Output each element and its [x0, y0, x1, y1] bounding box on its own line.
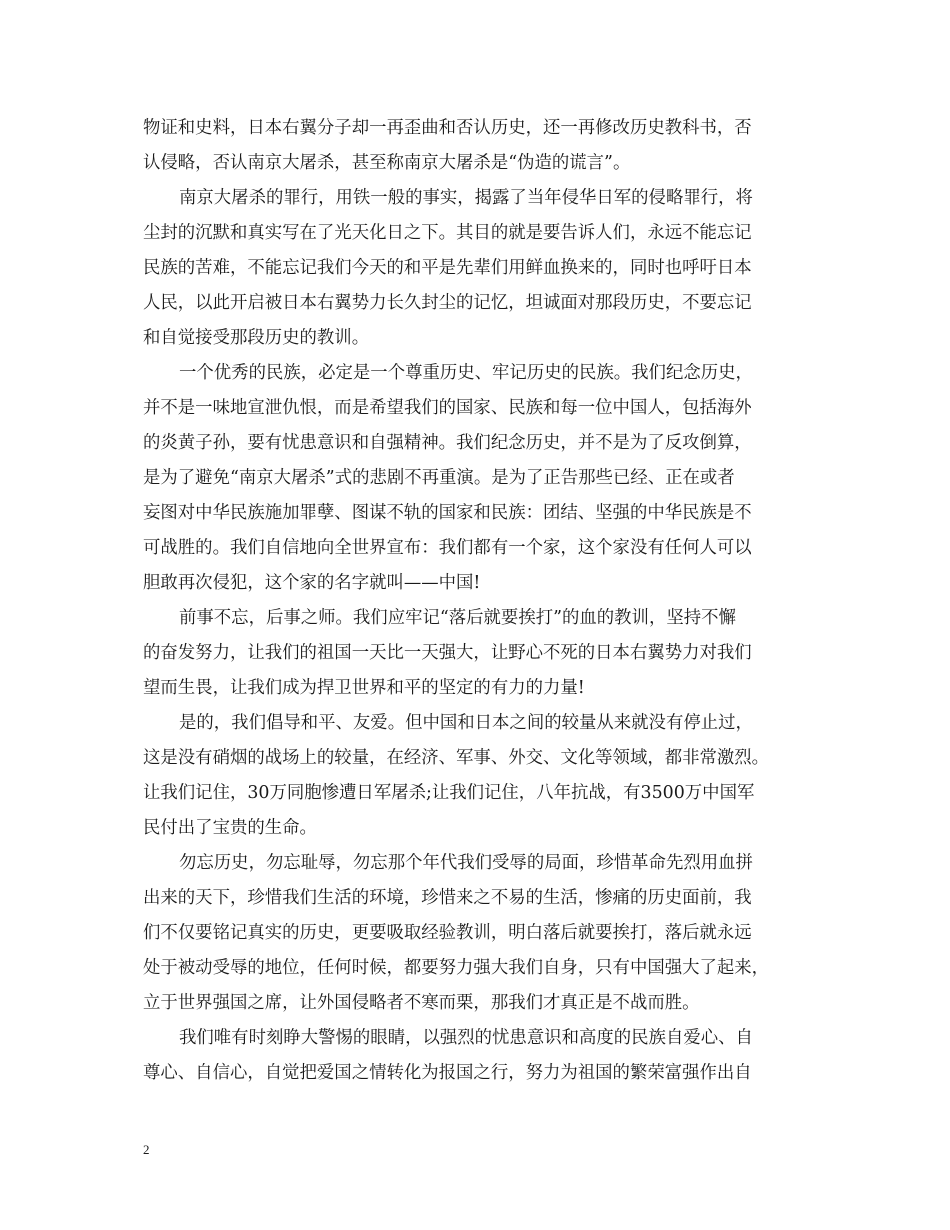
paragraph-start-line: 勿忘历史，勿忘耻辱，勿忘那个年代我们受辱的局面，珍惜革命先烈用血拼 — [179, 853, 753, 873]
text-line: 这是没有硝烟的战场上的较量，在经济、军事、外交、文化等领域，都非常激烈。 — [143, 748, 770, 768]
text-line: 胆敢再次侵犯，这个家的名字就叫——中国! — [143, 573, 481, 593]
text-line: 是为了避免“南京大屠杀”式的悲剧不再重演。是为了正告那些已经、正在或者 — [143, 468, 735, 488]
text-line: 可战胜的。我们自信地向全世界宣布：我们都有一个家，这个家没有任何人可以 — [143, 538, 752, 558]
paragraph-start-line: 我们唯有时刻睁大警惕的眼睛，以强烈的忧患意识和高度的民族自爱心、自 — [179, 1028, 753, 1048]
text-line: 人民，以此开启被日本右翼势力长久封尘的记忆，坦诚面对那段历史，不要忘记 — [143, 293, 752, 313]
page-number: 2 — [143, 1142, 150, 1157]
paragraph-start-line: 一个优秀的民族，必定是一个尊重历史、牢记历史的民族。我们纪念历史， — [179, 363, 753, 383]
text-line: 的奋发努力，让我们的祖国一天比一天强大，让野心不死的日本右翼势力对我们 — [143, 643, 752, 663]
text-line: 出来的天下，珍惜我们生活的环境，珍惜来之不易的生活，惨痛的历史面前，我 — [143, 888, 752, 908]
text-line: 让我们记住，30万同胞惨遭日军屠杀;让我们记住，八年抗战，有3500万中国军 — [143, 783, 755, 803]
text-line: 的炎黄子孙，要有忧患意识和自强精神。我们纪念历史，并不是为了反攻倒算， — [143, 433, 752, 453]
paragraph-start-line: 南京大屠杀的罪行，用铁一般的事实，揭露了当年侵华日军的侵略罪行，将 — [179, 188, 753, 208]
text-line: 尊心、自信心，自觉把爱国之情转化为报国之行，努力为祖国的繁荣富强作出自 — [143, 1063, 752, 1083]
text-line: 望而生畏，让我们成为捍卫世界和平的坚定的有力的力量! — [143, 678, 585, 698]
paragraph-start-line: 是的，我们倡导和平、友爱。但中国和日本之间的较量从来就没有停止过， — [179, 713, 753, 733]
text-line: 民付出了宝贵的生命。 — [143, 818, 317, 838]
text-line: 和自觉接受那段历史的教训。 — [143, 328, 370, 348]
text-line: 并不是一味地宣泄仇恨，而是希望我们的国家、民族和每一位中国人，包括海外 — [143, 398, 752, 418]
text-line: 民族的苦难，不能忘记我们今天的和平是先辈们用鲜血换来的，同时也呼吁日本 — [143, 258, 752, 278]
text-line: 立于世界强国之席，让外国侵略者不寒而栗，那我们才真正是不战而胜。 — [143, 993, 700, 1013]
text-line: 物证和史料，日本右翼分子却一再歪曲和否认历史，还一再修改历史教科书，否 — [143, 118, 752, 138]
text-line: 认侵略，否认南京大屠杀，甚至称南京大屠杀是“伪造的谎言”。 — [143, 153, 631, 173]
paragraph-start-line: 前事不忘，后事之师。我们应牢记“落后就要挨打”的血的教训，坚持不懈 — [179, 608, 736, 628]
text-line: 处于被动受辱的地位，任何时候，都要努力强大我们自身，只有中国强大了起来， — [143, 958, 770, 978]
text-line: 妄图对中华民族施加罪孽、图谋不轨的国家和民族：团结、坚强的中华民族是不 — [143, 503, 752, 523]
text-line: 尘封的沉默和真实写在了光天化日之下。其目的就是要告诉人们，永远不能忘记 — [143, 223, 752, 243]
text-line: 们不仅要铭记真实的历史，更要吸取经验教训，明白落后就要挨打，落后就永远 — [143, 923, 752, 943]
